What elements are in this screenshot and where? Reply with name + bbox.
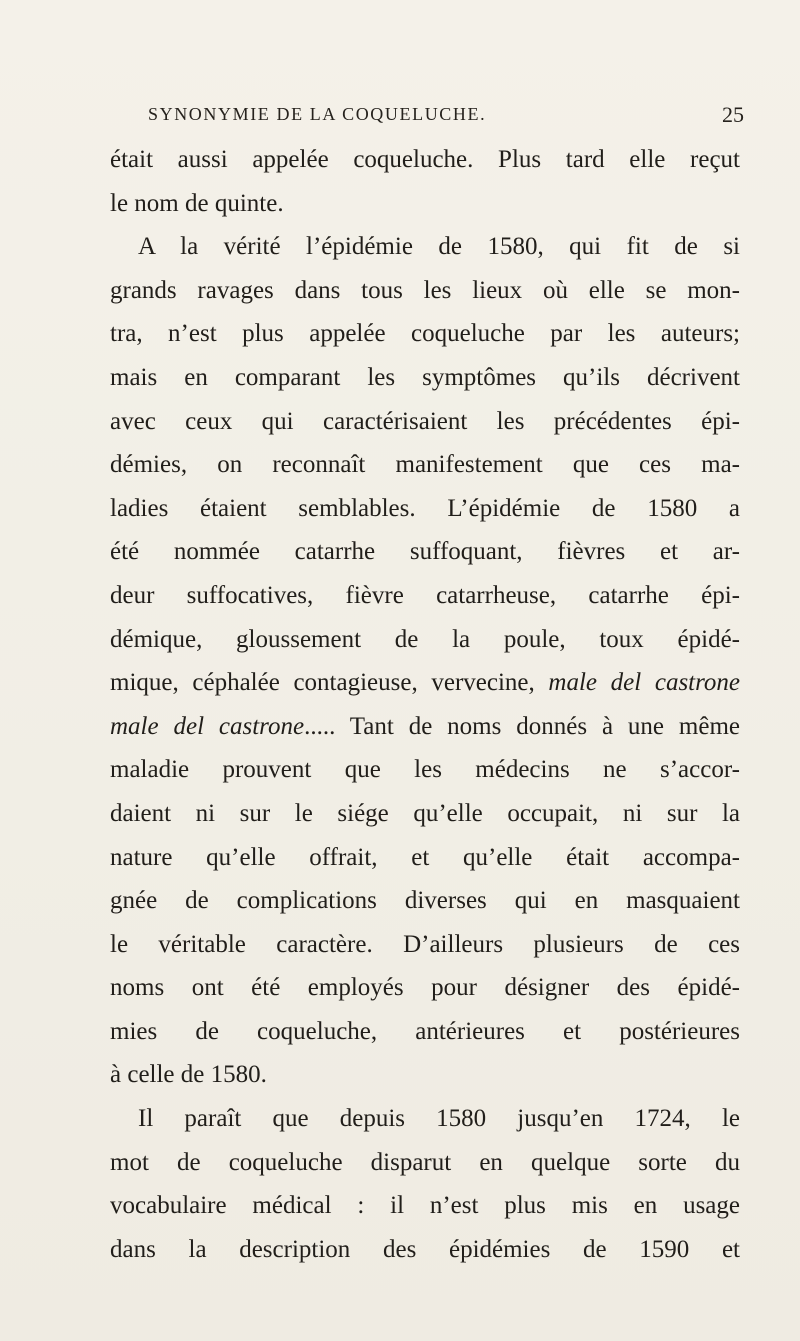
text-line: [110, 661, 740, 705]
text-line: mot de coqueluche disparut en quelque sorte du: [110, 1148, 740, 1176]
text-line: mies de coqueluche, antérieures et postérieures: [110, 1017, 740, 1045]
text-line: le véritable caractère. D’ailleurs plusieurs de ces: [110, 930, 740, 958]
running-head: SYNONYMIE DE LA COQUELUCHE.: [148, 104, 487, 124]
text-line: A la vérité l’épidémie de 1580, qui fit de si: [138, 233, 740, 261]
text-line: tra, n’est plus appelée coqueluche par les auteurs;: [110, 320, 740, 348]
page-header: [148, 100, 744, 130]
text-line: ladies étaient semblables. L’épidémie de 1580 a: [110, 494, 740, 522]
body-text: [110, 138, 740, 1271]
text-line: vocabulaire médical : il n’est plus mis en usage: [110, 1192, 740, 1220]
text-line: daient ni sur le siége qu’elle occupait, ni sur la: [110, 799, 740, 827]
text-line: démies, on reconnaît manifestement que ces ma-: [110, 451, 740, 479]
text-line: dans la description des épidémies de 1590 et: [110, 1235, 740, 1263]
text-line: grands ravages dans tous les lieux où elle se mon-: [110, 276, 740, 304]
italic-term: male del castrone: [110, 712, 305, 740]
text-line: Il paraît que depuis 1580 jusqu’en 1724, le: [138, 1105, 740, 1133]
text-line: nature qu’elle offrait, et qu’elle était accompa-: [110, 843, 740, 871]
text-line: gnée de complications diverses qui en masquaient: [110, 887, 740, 915]
text-line: avec ceux qui caractérisaient les précédentes épi-: [110, 407, 740, 435]
italic-term: male del castrone: [548, 669, 741, 697]
text-line: été nommée catarrhe suffoquant, fièvres et ar-: [110, 538, 740, 566]
text-line: démique, gloussement de la poule, toux épidé-: [110, 625, 740, 653]
text-line: mais en comparant les symptômes qu’ils décrivent: [110, 363, 740, 391]
text-line: deur suffocatives, fièvre catarrheuse, catarrhe épi-: [110, 581, 740, 609]
text-line: [110, 705, 740, 749]
text-line: était aussi appelée coqueluche. Plus tard elle reçut: [110, 146, 740, 173]
text-line: à celle de 1580.: [110, 1061, 267, 1089]
page-number: 25: [722, 102, 744, 127]
text-line: noms ont été employés pour désigner des épidé-: [110, 974, 740, 1002]
text-fragment: mique, céphalée contagieuse, vervecine,: [110, 669, 535, 697]
text-line: maladie prouvent que les médecins ne s’accor-: [110, 756, 740, 784]
text-fragment: ..... Tant de noms donnés à une même: [304, 712, 740, 740]
text-line: le nom de quinte.: [110, 189, 284, 217]
